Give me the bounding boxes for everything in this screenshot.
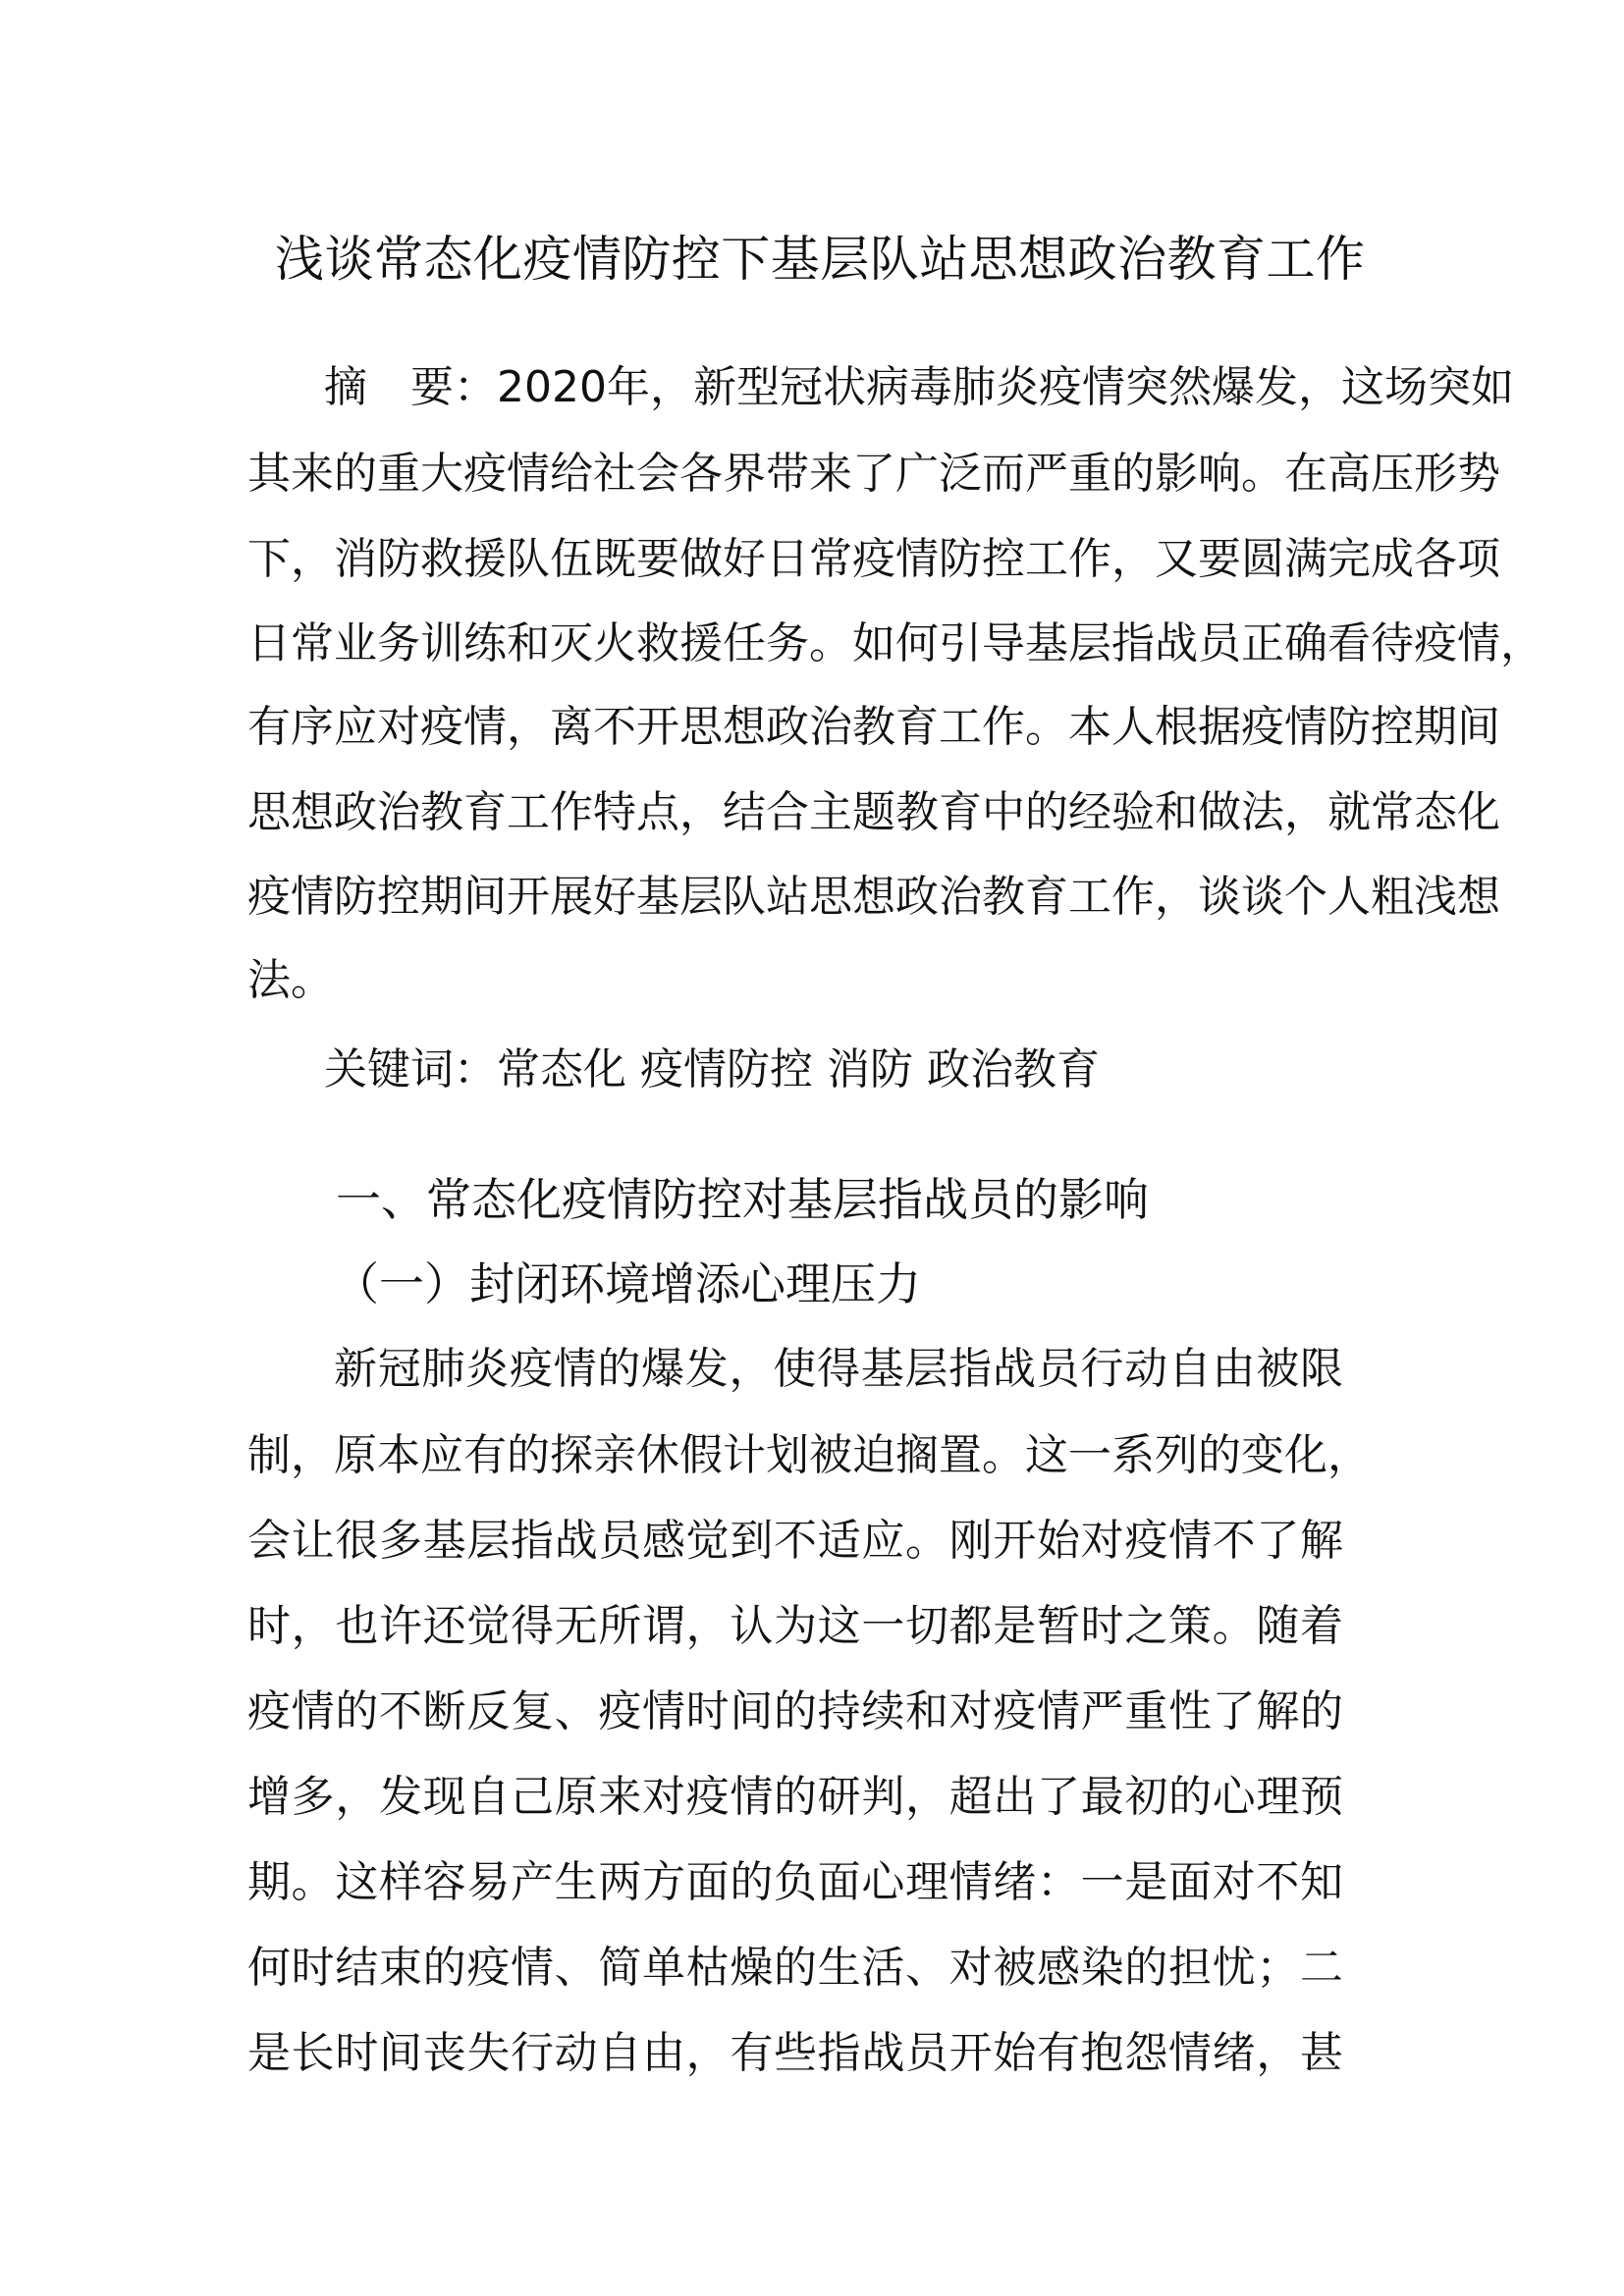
body-line: 疫情的不断反复、疫情时间的持续和对疫情严重性了解的 (247, 1686, 1343, 1736)
body-line: 期。这样容易产生两方面的负面心理情绪：一是面对不知 (247, 1857, 1343, 1907)
abstract-line: 思想政治教育工作特点，结合主题教育中的经验和做法，就常态化 (247, 787, 1500, 837)
body-line: 时，也许还觉得无所谓，认为这一切都是暂时之策。随着 (247, 1601, 1343, 1651)
body-line: 会让很多基层指战员感觉到不适应。刚开始对疫情不了解 (247, 1516, 1343, 1566)
body-line: 何时结束的疫情、简单枯燥的生活、对被感染的担忧；二 (247, 1943, 1343, 1993)
abstract-line: 下，消防救援队伍既要做好日常疫情防控工作，又要圆满完成各项 (247, 534, 1500, 584)
section-heading: 一、常态化疫情防控对基层指战员的影响 (336, 1173, 1149, 1226)
abstract-line: 其来的重大疫情给社会各界带来了广泛而严重的影响。在高压形势 (247, 449, 1500, 499)
abstract-line: 摘 要：2020年，新型冠状病毒肺炎疫情突然爆发，这场突如 (324, 362, 1514, 412)
subsection-heading: （一）封闭环境增添心理压力 (334, 1257, 921, 1310)
abstract-line: 有序应对疫情，离不开思想政治教育工作。本人根据疫情防控期间 (247, 702, 1500, 752)
abstract-line: 疫情防控期间开展好基层队站思想政治教育工作，谈谈个人粗浅想 (247, 872, 1500, 922)
document-title: 浅谈常态化疫情防控下基层队站思想政治教育工作 (275, 231, 1365, 288)
body-line: 增多，发现自己原来对疫情的研判，超出了最初的心理预 (247, 1772, 1343, 1822)
body-line: 新冠肺炎疫情的爆发，使得基层指战员行动自由被限 (334, 1344, 1343, 1394)
body-line: 是长时间丧失行动自由，有些指战员开始有抱怨情绪，甚 (247, 2028, 1343, 2078)
body-line: 制，原本应有的探亲休假计划被迫搁置。这一系列的变化， (247, 1430, 1371, 1480)
abstract-line: 法。 (247, 955, 334, 1005)
keywords: 关键词：常态化 疫情防控 消防 政治教育 (324, 1044, 1100, 1095)
abstract-line: 日常业务训练和灭火救援任务。如何引导基层指战员正确看待疫情， (247, 618, 1543, 668)
